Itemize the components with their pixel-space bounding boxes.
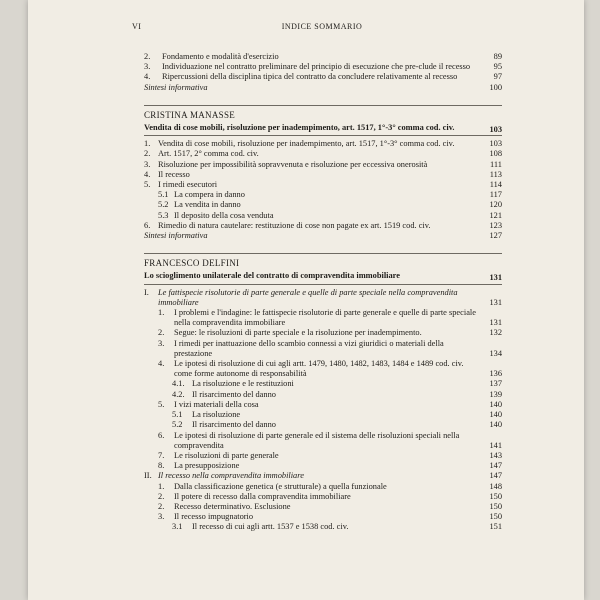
toc-page-number: 150: [489, 501, 502, 511]
toc-page-number: 136: [489, 369, 502, 379]
running-title: INDICE SOMMARIO: [281, 22, 363, 31]
toc-entry-number: 5.1: [158, 190, 169, 200]
toc-page-number: 151: [489, 522, 502, 532]
toc-page-number: 131: [489, 318, 502, 328]
toc-entry-number: 5.3: [158, 210, 169, 220]
toc-page-number: 108: [489, 149, 502, 159]
toc-entry: [144, 200, 502, 210]
toc-entry: [144, 221, 502, 231]
toc-page-number: 131: [489, 297, 502, 307]
toc-entry-number: 1.: [158, 481, 165, 491]
page-number: VI: [132, 22, 142, 31]
toc-entry-number: 5.2: [172, 420, 183, 430]
toc-page-number: 95: [493, 62, 502, 72]
toc-entry-number: 2.: [158, 328, 165, 338]
toc-entry-number: 5.: [158, 399, 165, 409]
toc-entry-number: 4.: [158, 359, 165, 369]
toc-page-number: 89: [493, 52, 502, 61]
toc-entry: [144, 308, 502, 328]
toc-entry-number: 8.: [158, 461, 165, 471]
toc-page-number: 141: [489, 440, 502, 450]
chapter-title: Lo scioglimento unilaterale del contratto di compravendita immobiliare: [144, 271, 400, 281]
toc-page-number: 113: [489, 169, 502, 179]
toc-entry-number: 5.1: [172, 410, 183, 420]
toc-page-number: 121: [489, 210, 502, 220]
toc-entry-text: Ripercussioni della disciplina tipica del contratto da concludere relativamente al recesso: [162, 72, 458, 82]
toc-entry-text: Individuazione nel contratto preliminare del principio di esecuzione che pre-clude il recesso: [162, 62, 471, 72]
toc-entry: [144, 379, 502, 389]
toc-entry: [144, 72, 502, 82]
toc-page-number: 139: [489, 389, 502, 399]
section-a-entries: [144, 52, 502, 83]
toc-page-number: 97: [493, 72, 502, 82]
toc-entry: [144, 359, 502, 379]
toc-entry: [144, 461, 502, 471]
toc-page-number: 134: [489, 348, 502, 358]
toc-entry-number: 7.: [158, 450, 165, 460]
toc-entry-number: 1.: [144, 139, 151, 149]
toc-page-number: 114: [489, 180, 502, 190]
toc-entry-text: Sintesi informativa: [144, 82, 208, 92]
book-page: [28, 0, 584, 600]
toc-entry-text: Il recesso impugnatorio: [174, 512, 254, 522]
toc-page-number: 143: [489, 450, 502, 460]
toc-page-number: 148: [489, 481, 502, 491]
toc-page-number: 120: [489, 200, 502, 210]
toc-entry: [144, 512, 502, 522]
toc-entry: [144, 339, 502, 359]
toc-page-number: 131: [489, 273, 502, 283]
toc-summary-row: [144, 83, 502, 93]
toc-entry-number: 5.2: [158, 200, 169, 210]
toc-entry-text: Segue: le risoluzioni di parte speciale e la risoluzione per inadempimento.: [174, 328, 422, 338]
toc-entry: [144, 482, 502, 492]
toc-entry-text: I problemi e l'indagine: le fattispecie risolutorie di parte generale e quelle di parte speciale nella compravendita immobiliare: [174, 308, 476, 328]
toc-entry-number: 3.: [144, 159, 151, 169]
toc-page-number: 150: [489, 491, 502, 501]
toc-page-number: 111: [490, 159, 502, 169]
toc-entry-number: 6.: [158, 430, 165, 440]
toc-page-number: 117: [489, 190, 502, 200]
table-of-contents: [144, 52, 502, 533]
toc-page-number: 140: [489, 420, 502, 430]
toc-page-number: 150: [489, 512, 502, 522]
toc-entry-number: 2.: [158, 501, 165, 511]
toc-entry-number: 4.1.: [172, 379, 185, 389]
toc-entry: [144, 410, 502, 420]
chapter-title-row: [144, 123, 502, 136]
toc-entry: [144, 139, 502, 149]
toc-entry-text: Le fattispecie risolutorie di parte generale e quelle di parte speciale nella compravendita immobiliare: [158, 287, 458, 307]
toc-entry-number: 3.: [158, 512, 165, 522]
toc-page-number: 127: [489, 231, 502, 241]
toc-entry: [144, 62, 502, 72]
toc-entry-text: Vendita di cose mobili, risoluzione per inadempimento, art. 1517, 1°-3° comma cod. civ.: [158, 139, 455, 149]
toc-entry-text: Risoluzione per impossibilità sopravvenuta e risoluzione per eccessiva onerosità: [158, 159, 428, 169]
toc-entry-number: 2.: [144, 52, 151, 61]
toc-entry-text: Le risoluzioni di parte generale: [174, 450, 279, 460]
toc-summary-row: [144, 231, 502, 241]
toc-page-number: 132: [489, 328, 502, 338]
toc-entry-number: 3.: [158, 338, 165, 348]
toc-entry-text: Art. 1517, 2° comma cod. civ.: [158, 149, 259, 159]
author-name: FRANCESCO DELFINI: [144, 253, 502, 268]
toc-entry-text: Il risarcimento del danno: [192, 420, 276, 430]
toc-entry-text: La risoluzione e le restituzioni: [192, 379, 294, 389]
toc-entry-number: 6.: [144, 220, 151, 230]
toc-entry-number: I.: [144, 287, 149, 297]
toc-entry-number: 5.: [144, 180, 151, 190]
toc-entry: [144, 328, 502, 338]
toc-entry-text: I rimedi esecutori: [158, 180, 218, 190]
toc-entry: [144, 170, 502, 180]
toc-entry-text: La presupposizione: [174, 461, 240, 471]
toc-page-number: 147: [489, 471, 502, 481]
toc-entry-number: 3.1: [172, 522, 183, 532]
toc-entry: [144, 502, 502, 512]
toc-entry-text: La risoluzione: [192, 410, 241, 420]
toc-entry: [144, 190, 502, 200]
section-b-entries: [144, 139, 502, 231]
toc-entry: [144, 211, 502, 221]
toc-entry-number: 4.2.: [172, 389, 185, 399]
toc-page-number: 140: [489, 410, 502, 420]
toc-entry: [144, 180, 502, 190]
section-c-entries: [144, 288, 502, 533]
toc-page-number: 123: [489, 220, 502, 230]
toc-page-number: 100: [489, 82, 502, 92]
chapter-title: Vendita di cose mobili, risoluzione per inadempimento, art. 1517, 1°-3° comma cod. civ.: [144, 123, 455, 133]
toc-entry-text: Il potere di recesso dalla compravendita immobiliare: [174, 491, 351, 501]
toc-entry: [144, 431, 502, 451]
toc-entry-number: 4.: [144, 72, 151, 82]
toc-entry: [144, 522, 502, 532]
toc-entry-text: Recesso determinativo. Esclusione: [174, 501, 291, 511]
toc-entry-text: Le ipotesi di risoluzione di cui agli artt. 1479, 1480, 1482, 1483, 1484 e 1489 cod. civ. come forme autonome di responsabilità: [174, 359, 464, 379]
toc-entry: [144, 420, 502, 430]
toc-entry: [144, 471, 502, 481]
toc-entry-number: 2.: [144, 149, 151, 159]
toc-entry-number: 1.: [158, 308, 165, 318]
toc-entry-text: I rimedi per inattuazione dello scambio connessi a vizi giuridici o materiali della prestazione: [174, 338, 444, 358]
toc-entry-text: La vendita in danno: [174, 200, 241, 210]
toc-entry: [144, 288, 502, 308]
toc-entry-text: Le ipotesi di risoluzione di parte generale ed il sistema delle risoluzioni speciali nella compravendita: [174, 430, 460, 450]
toc-entry-text: Il risarcimento del danno: [192, 389, 276, 399]
toc-entry-text: Sintesi informativa: [144, 231, 208, 241]
toc-entry-text: Fondamento e modalità d'esercizio: [162, 52, 279, 61]
toc-page-number: 140: [489, 399, 502, 409]
toc-page-number: 137: [489, 379, 502, 389]
toc-entry-text: Il recesso nella compravendita immobiliare: [158, 471, 304, 481]
toc-entry-text: Rimedio di natura cautelare: restituzione di cose non pagate ex art. 1519 cod. civ.: [158, 220, 431, 230]
chapter-title-row: [144, 271, 502, 284]
toc-entry-text: Il deposito della cosa venduta: [174, 210, 274, 220]
toc-entry-text: I vizi materiali della cosa: [174, 399, 259, 409]
toc-entry-number: 2.: [158, 491, 165, 501]
toc-entry-number: 4.: [144, 169, 151, 179]
toc-entry-text: Dalla classificazione genetica (e strutturale) a quella funzionale: [174, 481, 387, 491]
toc-entry: [144, 390, 502, 400]
toc-entry: [144, 400, 502, 410]
toc-page-number: 103: [489, 139, 502, 149]
toc-entry: [144, 492, 502, 502]
toc-entry-text: Il recesso: [158, 169, 190, 179]
toc-entry: [144, 52, 502, 62]
toc-entry: [144, 149, 502, 159]
toc-entry-number: II.: [144, 471, 152, 481]
author-name: CRISTINA MANASSE: [144, 105, 502, 120]
toc-entry: [144, 451, 502, 461]
toc-entry-number: 3.: [144, 62, 151, 72]
toc-page-number: 147: [489, 461, 502, 471]
toc-entry: [144, 160, 502, 170]
toc-entry-text: Il recesso di cui agli artt. 1537 e 1538 cod. civ.: [192, 522, 349, 532]
toc-entry-text: La compera in danno: [174, 190, 245, 200]
toc-page-number: 103: [489, 125, 502, 135]
